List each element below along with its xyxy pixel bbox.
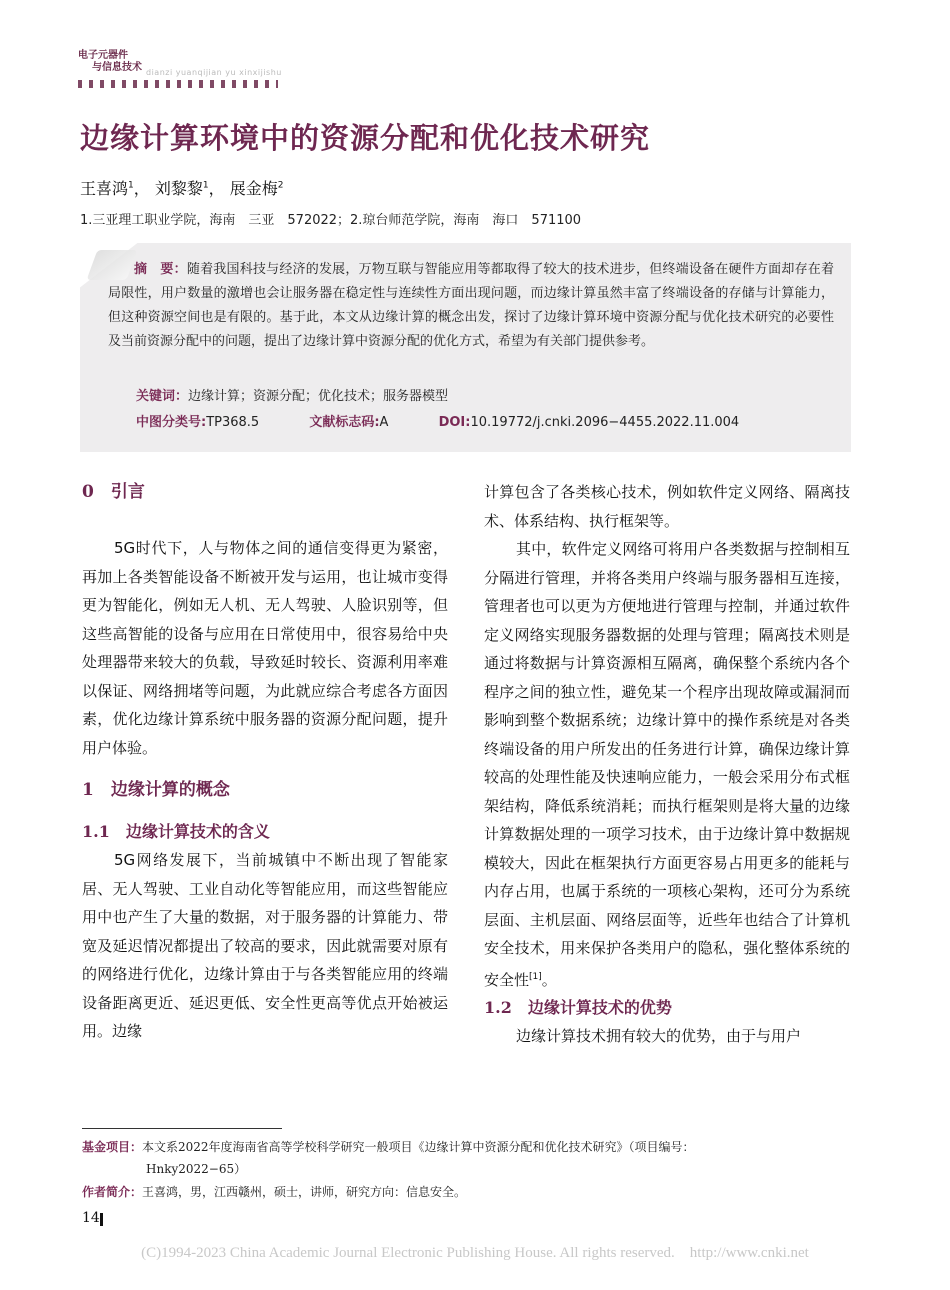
body-paragraph	[484, 535, 850, 994]
page-number: 14	[82, 1210, 100, 1226]
classification-info	[136, 411, 739, 430]
left-column	[82, 478, 448, 1046]
doccode-label: 文献标志码:	[309, 415, 380, 430]
author-bio-label: 作者简介：	[82, 1185, 143, 1199]
author-separator: ，	[133, 179, 150, 198]
article-title: 边缘计算环境中的资源分配和优化技术研究	[80, 121, 651, 155]
journal-masthead	[78, 50, 288, 88]
doi-label: DOI:	[438, 415, 471, 430]
keywords	[136, 385, 448, 404]
abstract-text: 随着我国科技与经济的发展，万物互联与智能应用等都取得了较大的技术进步，但终端设备在硬件方面却存在着局限性，用户数量的激增也会让服务器在稳定性与连续性方面出现问题，而边缘计算虽然丰富了终端设备的存储与计算能力，但这种资源空间也是有限的。基于此，本文从边缘计算的概念出发，探讨了边缘计算环境中资源分配与优化技术研究的必要性及当前资源分配中的问题，提出了边缘计算中资源分配的优化方式，希望为有关部门提供参考。	[108, 262, 834, 349]
intro-paragraph: 5G时代下，人与物体之间的通信变得更为紧密，再加上各类智能设备不断被开发与运用，也让城市变得更为智能化，例如无人机、无人驾驶、人脸识别等，但这些高智能的设备与应用在日常使用中，很容易给中央处理器带来较大的负载，导致延时较长、资源利用率难以保证、网络拥堵等问题，为此就应综合考虑各方面因素，优化边缘计算系统中服务器的资源分配问题，提升用户体验。	[82, 539, 448, 757]
citation-ref[interactable]: [1]	[529, 971, 542, 982]
author-separator: ，	[208, 179, 225, 198]
footnote-rule	[82, 1128, 282, 1129]
author-name: 刘黎黎	[154, 179, 203, 198]
continued-paragraph: 计算包含了各类核心技术，例如软件定义网络、隔离技术、体系结构、执行框架等。	[484, 483, 850, 530]
abstract-label: 摘 要：	[134, 262, 187, 277]
paragraph-end: 。	[541, 970, 557, 989]
keywords-text: 边缘计算；资源分配；优化技术；服务器模型	[188, 389, 449, 404]
footnote-fund-cont: Hnky2022−65）	[146, 1162, 247, 1176]
section-heading-concept: 1 边缘计算的概念	[82, 780, 230, 800]
meaning-paragraph: 5G网络发展下，当前城镇中不断出现了智能家居、无人驾驶、工业自动化等智能应用，而这些智能应用中也产生了大量的数据，对于服务器的计算能力、带宽及延迟情况都提出了较高的要求，因此就需要对原有的网络进行优化，边缘计算由于与各类智能应用的终端设备距离更近、延迟更低、安全性更高等优点开始被运用。边缘	[82, 851, 448, 1040]
copyright-watermark: (C)1994-2023 China Academic Journal Electronic Publishing House. All rights reserved. http://www.cnki.net	[141, 1245, 809, 1261]
author-affil-mark: 2	[277, 180, 284, 191]
footnote-author	[82, 1181, 466, 1203]
paragraph-text: 其中，软件定义网络可将用户各类数据与控制相互分隔进行管理，并将各类用户终端与服务器相互连接，管理者也可以更为方便地进行管理与控制，并通过软件定义网络实现服务器数据的处理与管理；隔离技术则是通过将数据与计算资源相互隔离，确保整个系统内各个程序之间的独立性，避免某一个程序出现故障或漏洞而影响到整个数据系统；边缘计算中的操作系统是对各类终端设备的用户所发出的任务进行计算，确保边缘计算较高的处理性能及快速响应能力，一般会采用分布式框架结构，降低系统消耗；而执行框架则是将大量的边缘计算数据处理的一项学习技术，由于边缘计算中数据规模较大，因此在框架执行方面更容易占用更多的能耗与内存占用，也属于系统的一项核心架构，还可分为系统层面、主机层面、网络层面等，近些年也结合了计算机安全技术，用来保护各类用户的隐私，强化整体系统的安全性	[484, 540, 850, 989]
fund-text: 本文系2022年度海南省高等学校科学研究一般项目《边缘计算中资源分配和优化技术研究》（项目编号：	[142, 1140, 695, 1154]
clc-label: 中图分类号:	[136, 415, 207, 430]
page-number-bar	[100, 1213, 103, 1226]
author-affil-mark: 1	[128, 180, 134, 191]
affiliations: 1.三亚理工职业学院，海南 三亚 572022；2.琼台师范学院，海南 海口 571100	[80, 213, 582, 228]
author-name: 展金梅	[229, 179, 278, 198]
masthead-dots-decoration	[78, 80, 278, 88]
abstract	[108, 258, 834, 354]
doi-value: 10.19772/j.cnki.2096−4455.2022.11.004	[470, 415, 740, 430]
author-list	[80, 176, 283, 199]
advantage-paragraph: 边缘计算技术拥有较大的优势，由于与用户	[516, 1027, 802, 1045]
doccode-value: A	[379, 415, 389, 430]
right-column	[484, 478, 850, 1051]
journal-name-line2: 与信息技术	[92, 62, 142, 73]
section-heading-intro: 0 引言	[82, 482, 145, 502]
subsection-heading-meaning: 1.1 边缘计算技术的含义	[82, 822, 270, 841]
author-name: 王喜鸿	[80, 179, 129, 198]
keywords-label: 关键词：	[136, 389, 189, 404]
author-affil-mark: 1	[202, 180, 209, 191]
subsection-heading-advantage: 1.2 边缘计算技术的优势	[484, 998, 672, 1017]
fund-label: 基金项目：	[82, 1140, 143, 1154]
clc-value: TP368.5	[206, 415, 260, 430]
footnote-fund	[82, 1136, 862, 1158]
journal-name-line1: 电子元器件	[78, 50, 128, 61]
journal-pinyin: dianzi yuanqijian yu xinxijishu	[146, 68, 282, 77]
author-bio-text: 王喜鸿，男，江西赣州，硕士，讲师，研究方向：信息安全。	[142, 1185, 467, 1199]
